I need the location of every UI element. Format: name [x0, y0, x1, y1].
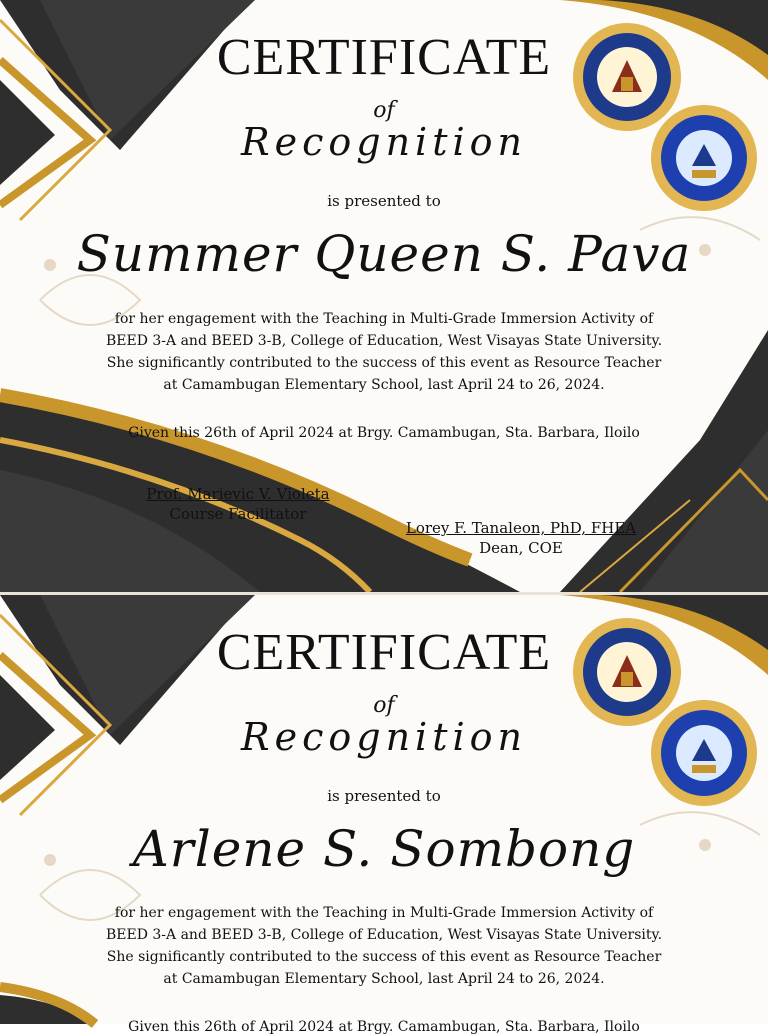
given-date: Given this 26th of April 2024 at Brgy. Camambugan, Sta. Barbara, Iloilo — [128, 1019, 640, 1035]
certificate-subtitle: Recognition — [241, 120, 527, 164]
signer-name: Lorey F. Tanaleon, PhD, FHEA — [405, 519, 637, 537]
body-line: She significantly contributed to the success of this event as Resource Teacher — [106, 949, 662, 965]
given-date: Given this 26th of April 2024 at Brgy. Camambugan, Sta. Barbara, Iloilo — [128, 425, 640, 441]
certificate-of: of — [373, 693, 395, 718]
certificate-subtitle: Recognition — [241, 715, 527, 759]
body-line: at Camambugan Elementary School, last April 24 to 26, 2024. — [163, 377, 605, 393]
signer-facilitator — [118, 484, 358, 524]
certificate-title: CERTIFICATE — [216, 624, 552, 681]
certificate-body — [84, 902, 684, 990]
signer-name: Prof. Marievic V. Violeta — [146, 485, 330, 503]
body-line: BEED 3-A and BEED 3-B, College of Education, West Visayas State University. — [105, 333, 663, 349]
recipient-name: Summer Queen S. Pava — [76, 225, 692, 283]
body-line: for her engagement with the Teaching in Multi-Grade Immersion Activity of — [114, 311, 654, 327]
signer-role: Dean, COE — [479, 539, 563, 557]
body-line: She significantly contributed to the success of this event as Resource Teacher — [106, 355, 662, 371]
certificate-body — [84, 308, 684, 396]
signer-role: Course Facilitator — [169, 505, 307, 523]
certificate-title: CERTIFICATE — [216, 29, 552, 86]
certificate-of: of — [373, 98, 395, 123]
certificate-2 — [0, 595, 768, 1035]
body-line: for her engagement with the Teaching in Multi-Grade Immersion Activity of — [114, 905, 654, 921]
body-line: at Camambugan Elementary School, last April 24 to 26, 2024. — [163, 971, 605, 987]
signer-dean — [376, 518, 666, 558]
body-line: BEED 3-A and BEED 3-B, College of Education, West Visayas State University. — [105, 927, 663, 943]
presented-to: is presented to — [327, 192, 441, 210]
presented-to: is presented to — [327, 787, 441, 805]
recipient-name: Arlene S. Sombong — [132, 820, 636, 878]
